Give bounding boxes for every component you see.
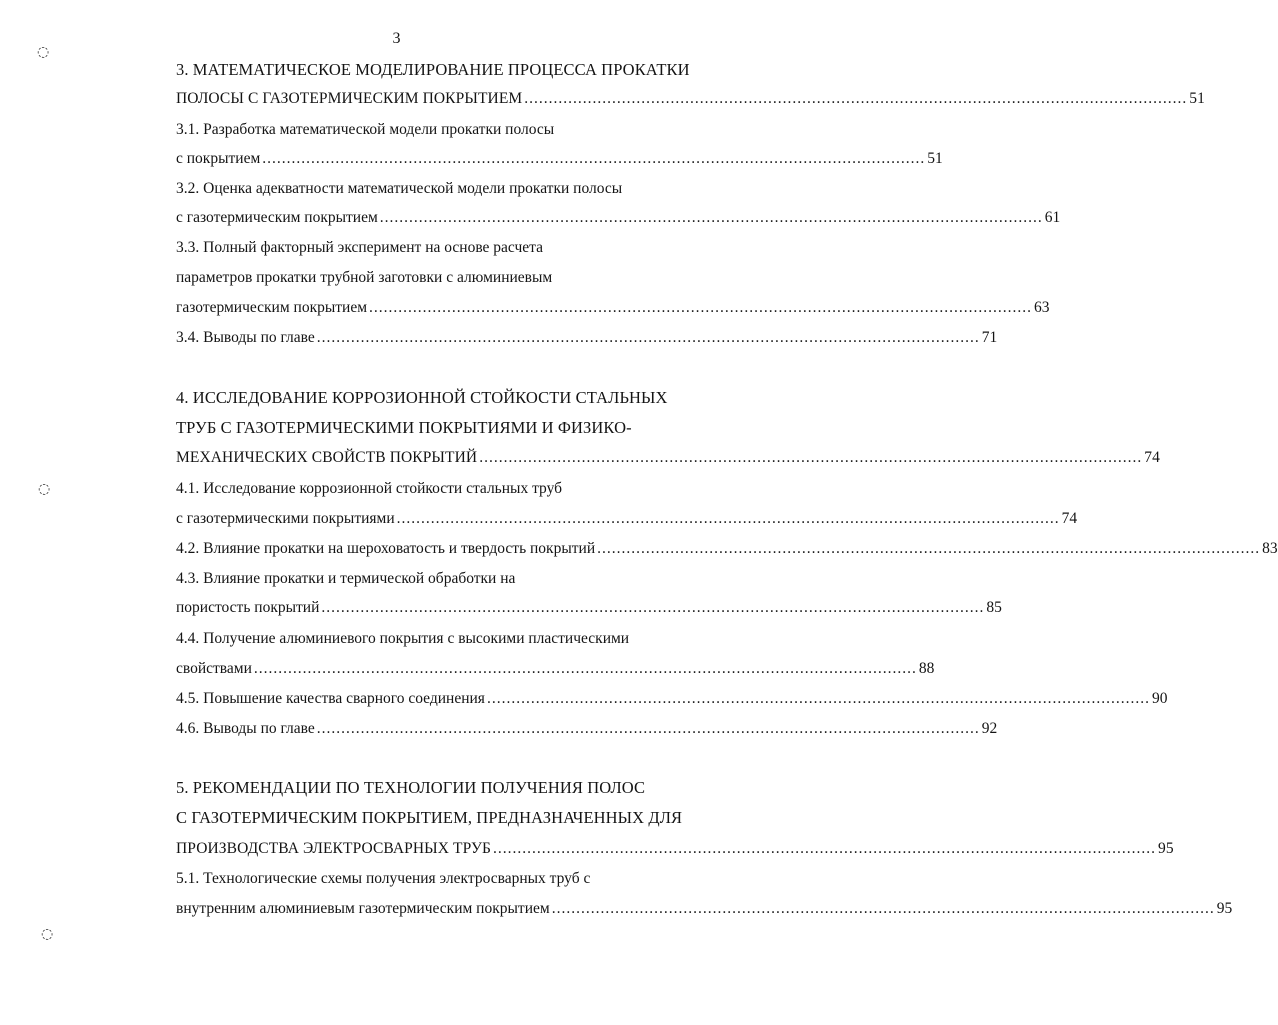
toc-section-3-2-entry[interactable] xyxy=(176,208,1061,228)
leader-dots: ........................................................................................................................................ xyxy=(253,660,917,677)
toc-entry-title: с покрытием xyxy=(176,150,261,167)
toc-section-3-2-line-1: 3.2. Оценка адекватности математической модели прокатки полосы xyxy=(176,180,623,197)
toc-entry-title: 3.4. Выводы по главе xyxy=(176,329,315,346)
leader-dots: ........................................................................................................................................ xyxy=(551,900,1215,917)
toc-section-5-1-entry[interactable] xyxy=(176,899,1233,919)
toc-chapter-3-title-line-1: 3. МАТЕМАТИЧЕСКОЕ МОДЕЛИРОВАНИЕ ПРОЦЕССА ПРОКАТКИ xyxy=(176,60,690,79)
toc-section-3-1-line-1: 3.1. Разработка математической модели прокатки полосы xyxy=(176,121,555,138)
toc-page-number: 88 xyxy=(918,660,935,677)
toc-section-5-1-line-1: 5.1. Технологические схемы получения электросварных труб с xyxy=(176,870,591,887)
toc-section-4-3-line-1: 4.3. Влияние прокатки и термической обработки на xyxy=(176,570,516,587)
leader-dots: ........................................................................................................................................ xyxy=(486,690,1150,707)
toc-chapter-3-entry[interactable] xyxy=(176,89,1205,109)
toc-section-3-3-entry[interactable] xyxy=(176,298,1050,318)
toc-page-number: 51 xyxy=(1189,90,1205,107)
toc-entry-title: свойствами xyxy=(176,660,252,677)
toc-page-number: 83 xyxy=(1262,540,1278,557)
leader-dots: ........................................................................................................................................ xyxy=(597,540,1261,557)
leader-dots: ........................................................................................................................................ xyxy=(479,449,1143,466)
toc-section-4-1-line-1: 4.1. Исследование коррозионной стойкости стальных труб xyxy=(176,480,563,497)
toc-page-number: 95 xyxy=(1216,900,1233,917)
toc-chapter-5-title-line-1: 5. РЕКОМЕНДАЦИИ ПО ТЕХНОЛОГИИ ПОЛУЧЕНИЯ ПОЛОС xyxy=(176,778,646,797)
toc-section-4-4-line-1: 4.4. Получение алюминиевого покрытия с высокими пластическими xyxy=(176,630,630,647)
toc-entry-title: МЕХАНИЧЕСКИХ СВОЙСТВ ПОКРЫТИЙ xyxy=(176,449,478,466)
toc-page-number: 63 xyxy=(1034,299,1050,316)
toc-page-number: 74 xyxy=(1144,449,1160,466)
toc-entry-title: пористость покрытий xyxy=(176,599,320,616)
leader-dots: ........................................................................................................................................ xyxy=(316,329,980,346)
toc-entry-title: внутренним алюминиевым газотермическим покрытием xyxy=(176,900,550,917)
leader-dots: ........................................................................................................................................ xyxy=(493,840,1157,857)
toc-entry-title: с газотермическим покрытием xyxy=(176,209,378,226)
toc-section-4-4-entry[interactable] xyxy=(176,659,935,679)
toc-chapter-5-entry[interactable] xyxy=(176,839,1174,859)
leader-dots: ........................................................................................................................................ xyxy=(369,299,1033,316)
page-number: 3 xyxy=(392,30,401,47)
toc-section-4-6-entry[interactable] xyxy=(176,719,998,739)
leader-dots: ........................................................................................................................................ xyxy=(524,90,1188,107)
toc-entry-title: 4.5. Повышение качества сварного соединения xyxy=(176,690,485,707)
punch-hole-mark-icon: ◌ xyxy=(41,926,54,942)
toc-chapter-4-entry[interactable] xyxy=(176,448,1160,468)
punch-hole-mark-icon: ◌ xyxy=(37,44,50,60)
toc-page-number: 95 xyxy=(1158,840,1174,857)
toc-chapter-4-title-line-1: 4. ИССЛЕДОВАНИЕ КОРРОЗИОННОЙ СТОЙКОСТИ СТАЛЬНЫХ xyxy=(176,388,668,407)
toc-page-number: 74 xyxy=(1061,510,1078,527)
toc-section-3-3-line-2: параметров прокатки трубной заготовки с алюминиевым xyxy=(176,269,553,286)
toc-section-4-2-entry[interactable] xyxy=(176,539,1278,559)
toc-section-4-1-entry[interactable] xyxy=(176,509,1078,529)
leader-dots: ........................................................................................................................................ xyxy=(379,209,1043,226)
toc-entry-title: ПРОИЗВОДСТВА ЭЛЕКТРОСВАРНЫХ ТРУБ xyxy=(176,840,492,857)
leader-dots: ........................................................................................................................................ xyxy=(396,510,1060,527)
leader-dots: ........................................................................................................................................ xyxy=(321,599,985,616)
toc-section-4-5-entry[interactable] xyxy=(176,689,1168,709)
toc-entry-title: газотермическим покрытием xyxy=(176,299,368,316)
toc-chapter-4-title-line-2: ТРУБ С ГАЗОТЕРМИЧЕСКИМИ ПОКРЫТИЯМИ И ФИЗИКО- xyxy=(176,418,632,437)
toc-entry-title: с газотермическими покрытиями xyxy=(176,510,395,527)
toc-entry-title: ПОЛОСЫ С ГАЗОТЕРМИЧЕСКИМ ПОКРЫТИЕМ xyxy=(176,90,523,107)
toc-section-4-3-entry[interactable] xyxy=(176,598,1002,618)
toc-entry-title: 4.2. Влияние прокатки на шероховатость и твердость покрытий xyxy=(176,540,596,557)
toc-page-number: 61 xyxy=(1044,209,1061,226)
leader-dots: ........................................................................................................................................ xyxy=(262,150,926,167)
toc-section-3-4-entry[interactable] xyxy=(176,328,998,348)
punch-hole-mark-icon: ◌ xyxy=(38,481,51,497)
toc-entry-title: 4.6. Выводы по главе xyxy=(176,720,315,737)
toc-page-number: 85 xyxy=(986,599,1002,616)
toc-chapter-5-title-line-2: С ГАЗОТЕРМИЧЕСКИМ ПОКРЫТИЕМ, ПРЕДНАЗНАЧЕННЫХ ДЛЯ xyxy=(176,808,683,827)
toc-page-number: 92 xyxy=(981,720,998,737)
toc-page-number: 51 xyxy=(927,150,943,167)
toc-section-3-3-line-1: 3.3. Полный факторный эксперимент на основе расчета xyxy=(176,239,544,256)
toc-page-number: 71 xyxy=(981,329,998,346)
toc-page-number: 90 xyxy=(1151,690,1168,707)
toc-section-3-1-entry[interactable] xyxy=(176,149,943,169)
leader-dots: ........................................................................................................................................ xyxy=(316,720,980,737)
